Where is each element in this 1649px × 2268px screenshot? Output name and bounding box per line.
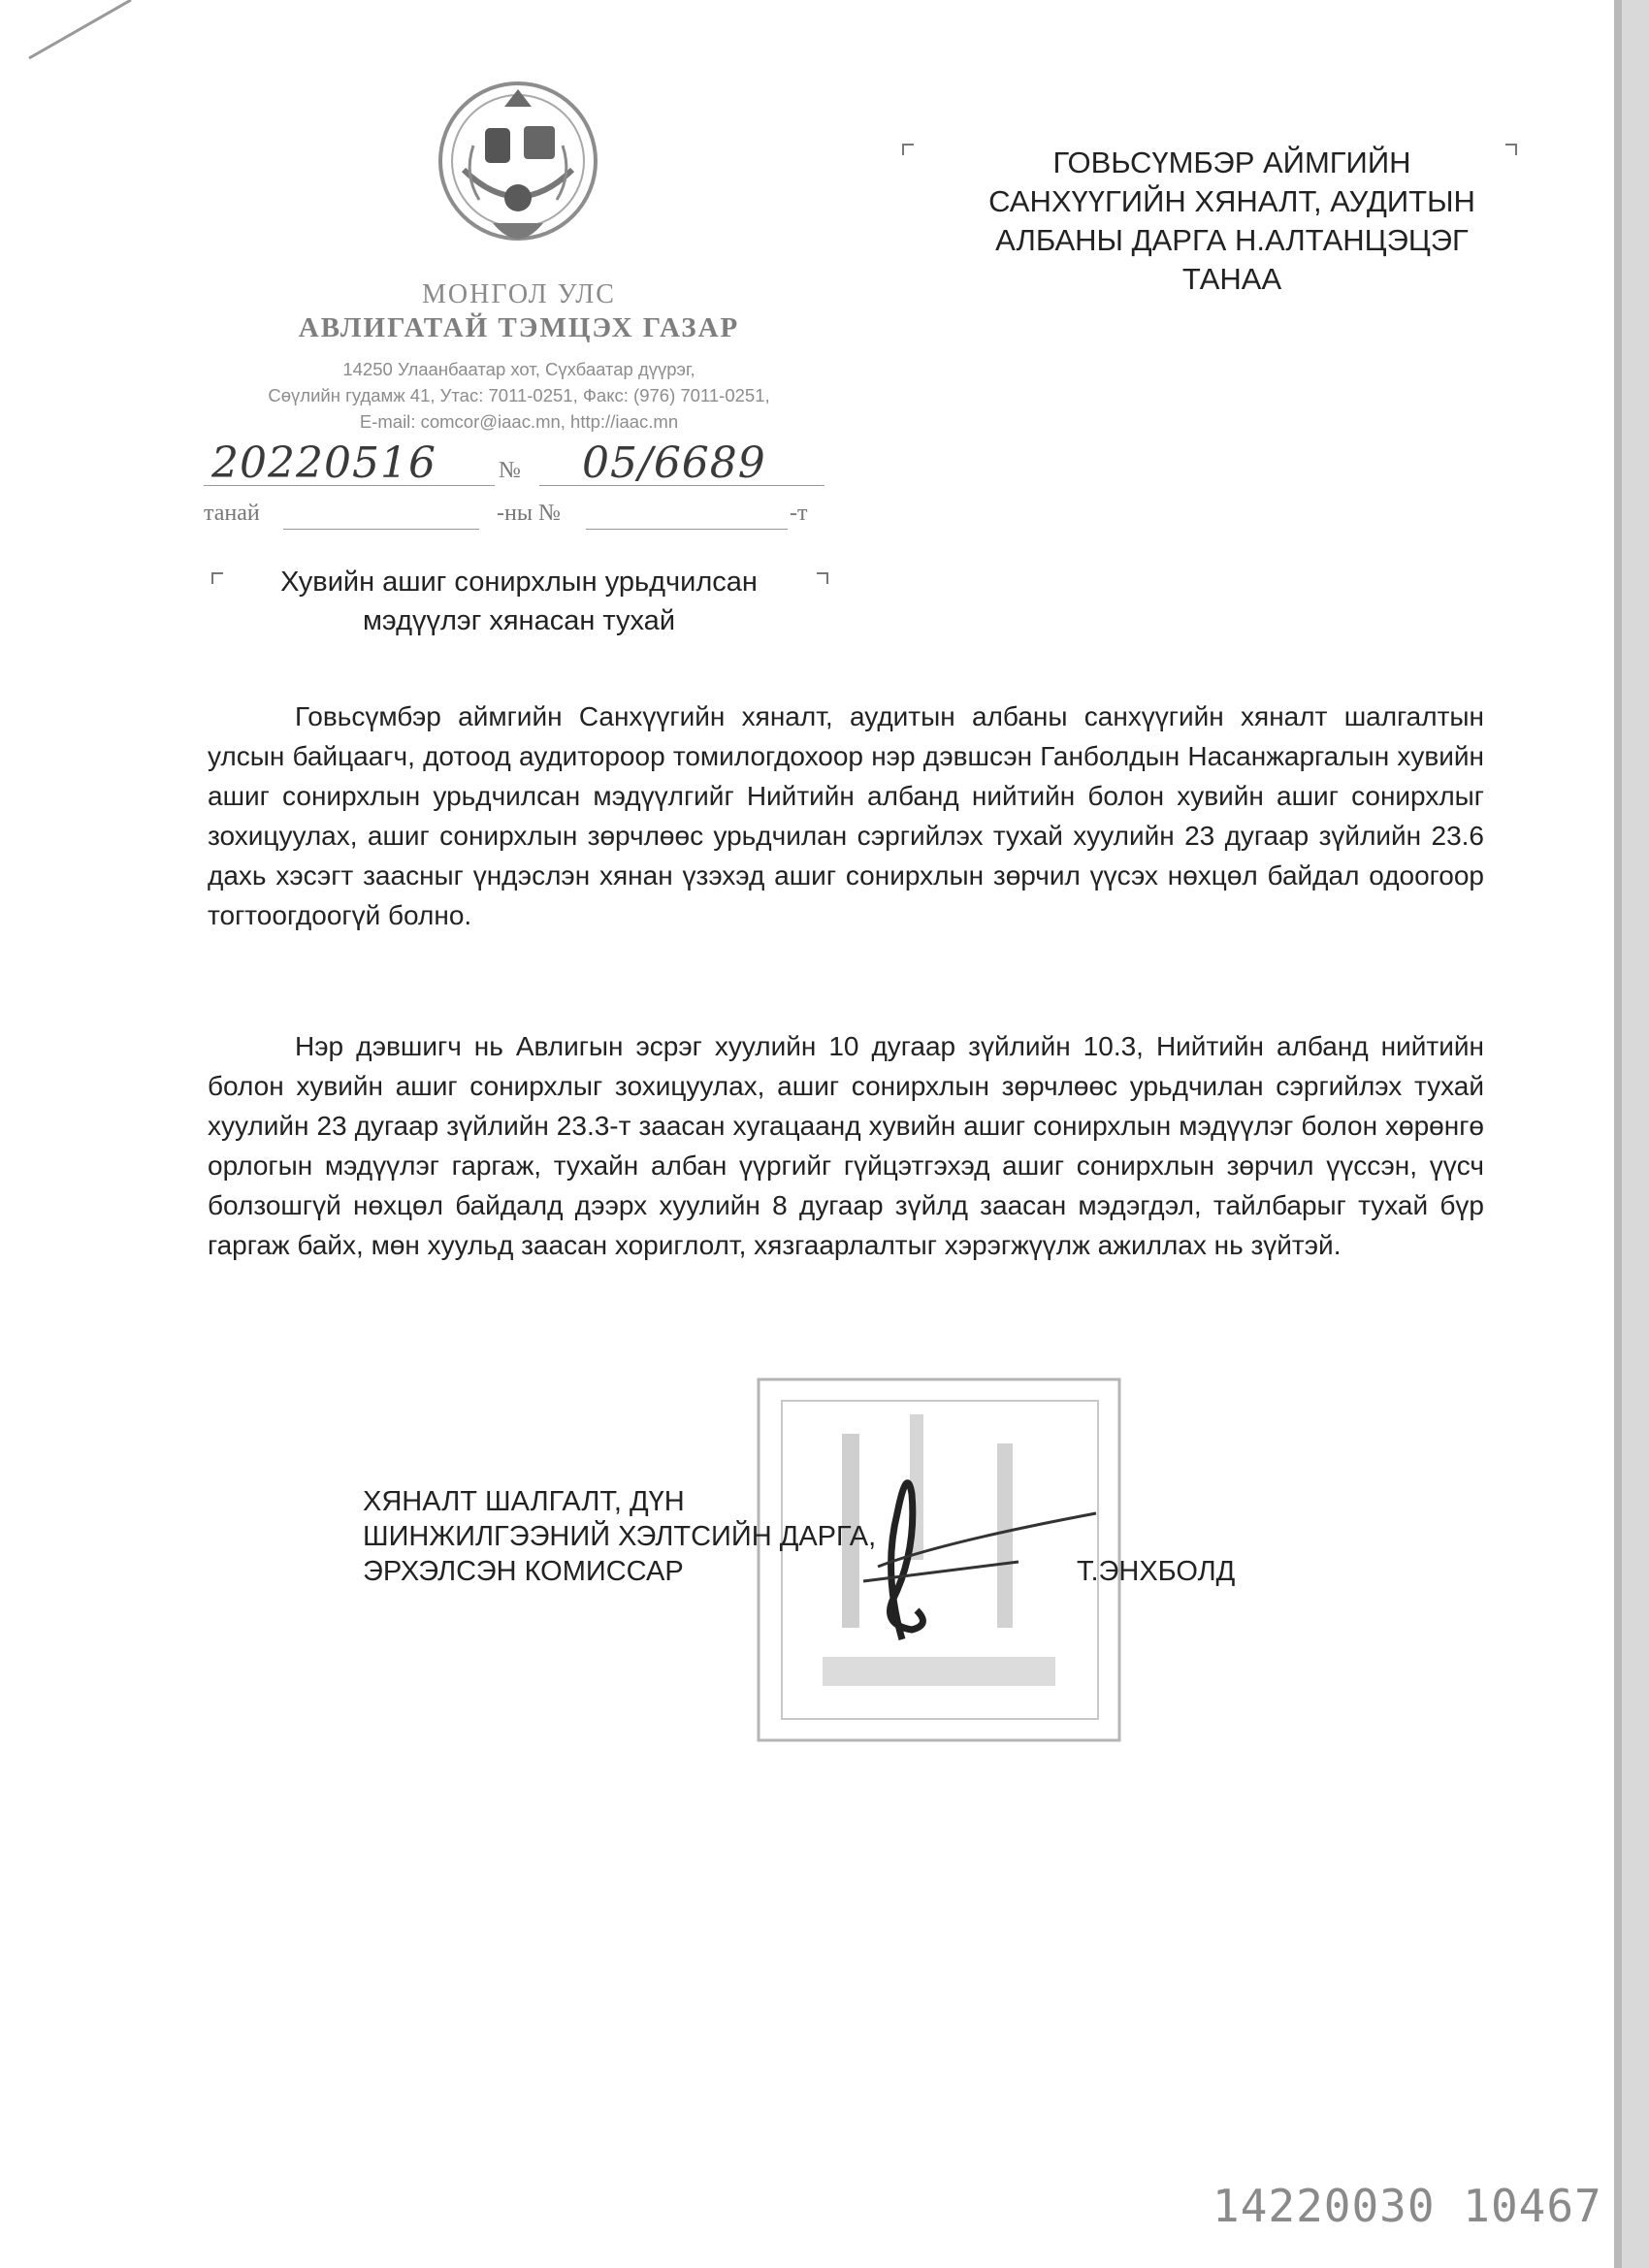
addressee-line2: САНХҮҮГИЙН ХЯНАЛТ, АУДИТЫН bbox=[988, 184, 1475, 218]
addressee-bracket-left bbox=[902, 144, 914, 155]
your-number-suffix: -ны № bbox=[497, 501, 561, 526]
state-emblem-icon bbox=[435, 78, 601, 262]
your-reference-end: -т bbox=[790, 501, 808, 526]
handwritten-date: 20220516 bbox=[211, 438, 436, 488]
letterhead-address-line2: Сөүлийн гудамж 41, Утас: 7011-0251, Факс: (976) 7011-0251, bbox=[268, 385, 770, 405]
addressee-line3: АЛБАНЫ ДАРГА Н.АЛТАНЦЭЦЭГ bbox=[995, 223, 1469, 257]
your-reference-label: танай bbox=[204, 501, 260, 526]
signatory-title-line2: ШИНЖИЛГЭЭНИЙ ХЭЛТСИЙН ДАРГА, bbox=[363, 1521, 877, 1552]
signatory-title-line1: ХЯНАЛТ ШАЛГАЛТ, ДҮН bbox=[363, 1486, 685, 1517]
letterhead-organization: АВЛИГАТАЙ ТЭМЦЭХ ГАЗАР bbox=[298, 312, 740, 343]
body-paragraph-1: Говьсүмбэр аймгийн Санхүүгийн хяналт, аудитын албаны санхүүгийн хяналт шалгалтын улсын байцаагч, дотоод аудитороор томилогдохоор нэр дэвшсэн Ганболдын Насанжаргалын хувийн ашиг сонирхлын урьдчилсан мэдүүлгийг Нийтийн албанд нийтийн болон хувийн ашиг сонирхлыг зохицуулах, ашиг сонирхлын зөрчлөөс урьдчилан сэргийлэх тухай хуулийн 23 дугаар зүйлийн 23.6 дахь хэсэгт заасныг үндэслэн хянан үзэхэд ашиг сонирхлын зөрчил үүсэх нөхцөл байдал одоогоор тогтоогдоогүй болно. bbox=[208, 701, 1484, 930]
your-number-line bbox=[586, 529, 788, 530]
signatory-name: Т.ЭНХБОЛД bbox=[1077, 1556, 1236, 1587]
signatory-title-line3: ЭРХЭЛСЭН КОМИССАР bbox=[363, 1556, 684, 1587]
your-date-line bbox=[283, 529, 479, 530]
addressee-line4: ТАНАА bbox=[1181, 262, 1282, 296]
letterhead-country: МОНГОЛ УЛС bbox=[422, 279, 616, 309]
document-registry-number: 14220030 10467 bbox=[1212, 2180, 1602, 2232]
handwritten-number: 05/6689 bbox=[582, 438, 766, 488]
number-sign: № bbox=[499, 458, 521, 483]
subject-line2: мэдүүлэг хянасан тухай bbox=[362, 605, 676, 636]
letterhead-address-line1: 14250 Улаанбаатар хот, Сүхбаатар дүүрэг, bbox=[342, 359, 695, 379]
addressee-line1: ГОВЬСҮМБЭР АЙМГИЙН bbox=[1052, 146, 1411, 179]
subject-line1: Хувийн ашиг сонирхлын урьдчилсан bbox=[280, 567, 758, 598]
letterhead-contact-line: E-mail: comcor@iaac.mn, http://iaac.mn bbox=[359, 411, 679, 432]
body-paragraph-2: Нэр дэвшигч нь Авлигын эсрэг хуулийн 10 дугаар зүйлийн 10.3, Нийтийн албанд нийтийн болон хувийн ашиг сонирхлыг зохицуулах, ашиг сонирхлын зөрчлөөс урьдчилан сэргийлэх тухай хуулийн 23 дугаар зүйлийн 23.3-т заасан хугацаанд хувийн ашиг сонирхлын мэдүүлэг болон хөрөнгө орлогын мэдүүлэг гаргаж, тухайн албан үүргийг гүйцэтгэхэд ашиг сонирхлын зөрчил үүссэн, үүсч болзошгүй нөхцөл байдалд дээрх хуулийн 8 дугаар зүйлд заасан мэдэгдэл, тайлбарыг тухай бүр гаргаж байх, мөн хуульд заасан хориглолт, хязгаарлалтыг хэрэгжүүлж ажиллах нь зүйтэй. bbox=[208, 1031, 1484, 1260]
